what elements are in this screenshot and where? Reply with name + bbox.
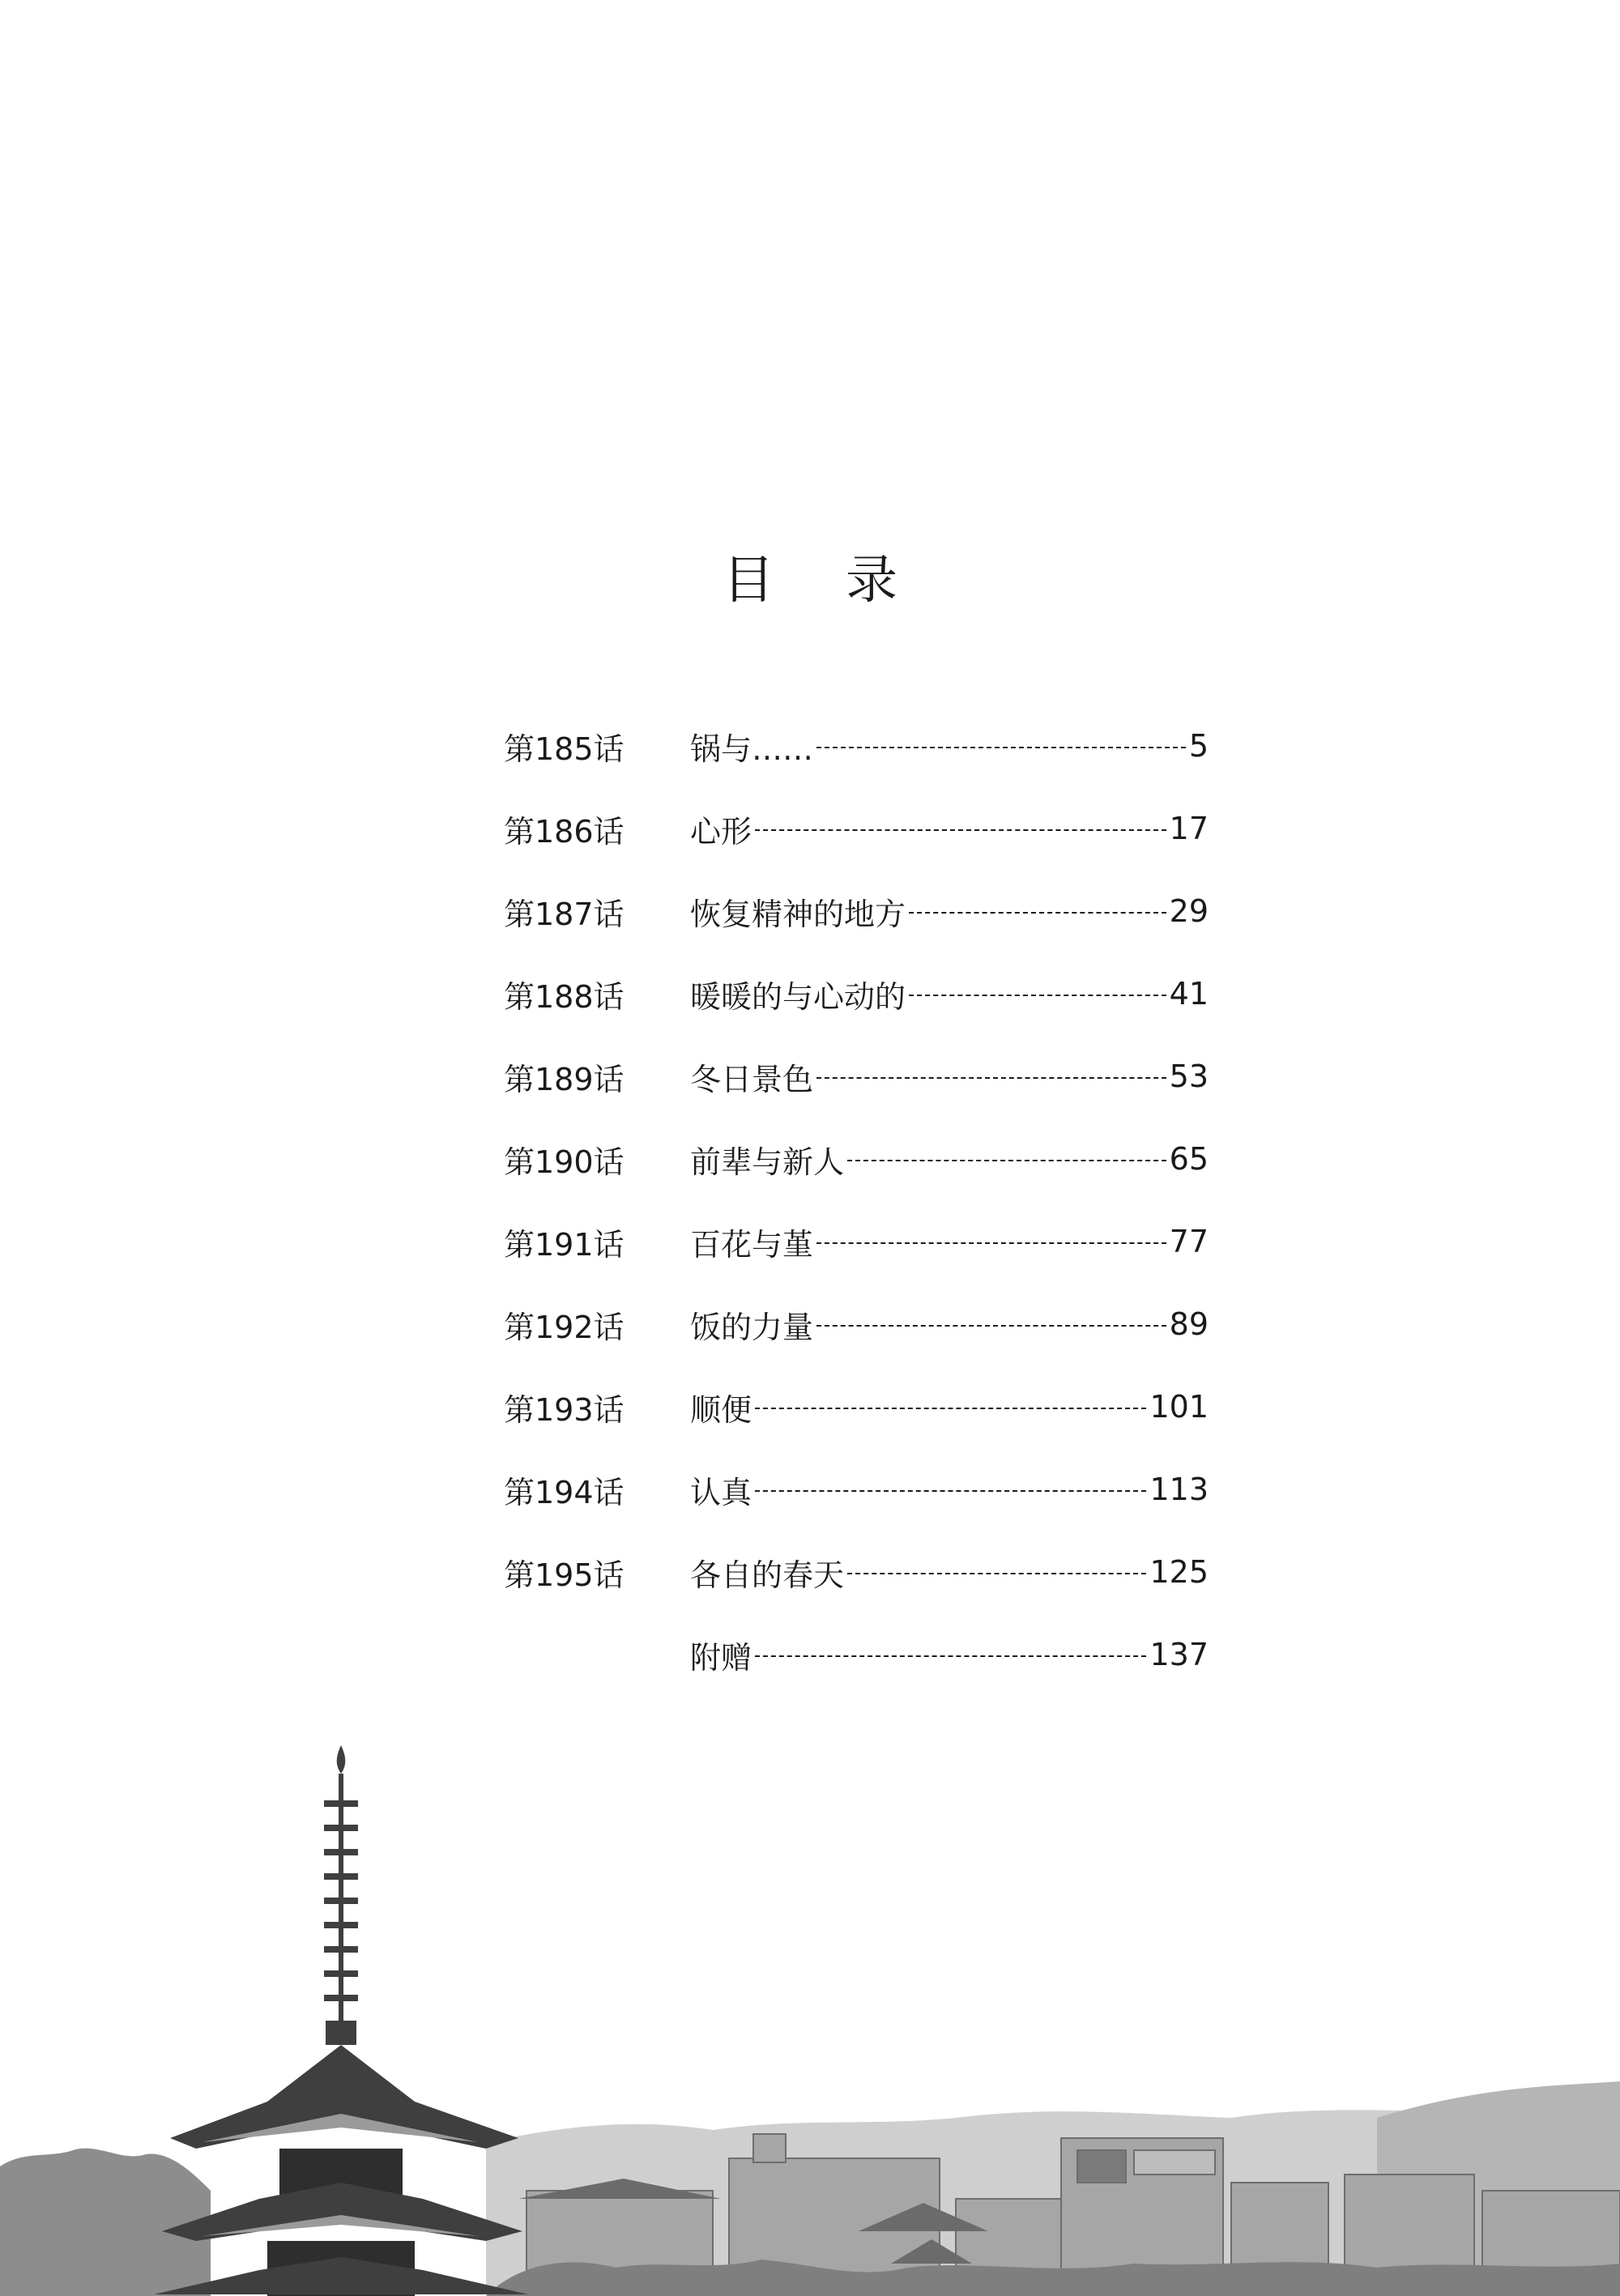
toc-page-number: 29 — [1169, 893, 1209, 929]
toc-leader — [816, 747, 1186, 748]
toc-row[interactable] — [504, 1118, 1233, 1200]
toc-title-right: 录 — [846, 551, 897, 611]
toc-chapter-number: 第191话 — [504, 1226, 625, 1263]
toc-row[interactable] — [504, 1531, 1233, 1613]
toc-chapter-title: 恢复精神的地方 — [690, 896, 906, 932]
toc-row[interactable] — [504, 1365, 1233, 1448]
toc-leader — [755, 1490, 1146, 1492]
toc-row[interactable] — [504, 1200, 1233, 1283]
toc-chapter-title: 锅与…… — [690, 731, 814, 767]
toc-row[interactable] — [504, 787, 1233, 870]
toc-chapter-number: 第187话 — [504, 896, 625, 932]
pagoda-townscape-illustration — [0, 1664, 1620, 2296]
toc-chapter-title: 认真 — [690, 1474, 752, 1510]
toc-leader — [847, 1573, 1146, 1574]
toc-chapter-title: 暖暖的与心动的 — [690, 978, 906, 1015]
trees-left — [0, 2149, 211, 2296]
toc-row[interactable] — [504, 870, 1233, 952]
toc-leader — [755, 1408, 1146, 1409]
toc-leader — [755, 829, 1166, 831]
toc-chapter-title: 百花与堇 — [690, 1226, 814, 1263]
toc-chapter-number: 第192话 — [504, 1309, 625, 1345]
toc-page-number: 65 — [1169, 1141, 1209, 1177]
toc-chapter-number: 第189话 — [504, 1061, 625, 1097]
toc-chapter-title: 饭的力量 — [690, 1309, 814, 1345]
toc-page-number: 113 — [1149, 1472, 1209, 1507]
toc-leader — [909, 995, 1166, 996]
toc-chapter-title: 前辈与新人 — [690, 1144, 845, 1180]
toc-row[interactable] — [504, 1448, 1233, 1531]
toc-page-number: 77 — [1169, 1224, 1209, 1259]
toc-row[interactable] — [504, 705, 1233, 787]
toc-chapter-number: 第185话 — [504, 731, 625, 767]
toc-chapter-title: 冬日景色 — [690, 1061, 814, 1097]
toc-leader — [847, 1160, 1166, 1161]
toc-leader — [755, 1655, 1146, 1657]
toc-leader — [816, 1325, 1166, 1327]
toc-chapter-number: 第194话 — [504, 1474, 625, 1510]
toc-title-left: 目 — [723, 551, 774, 611]
toc-chapter-title: 顺便 — [690, 1391, 752, 1428]
toc-chapter-title: 各自的春天 — [690, 1557, 845, 1593]
toc-leader — [816, 1077, 1166, 1079]
toc-chapter-number: 第195话 — [504, 1557, 625, 1593]
toc-chapter-number: 第186话 — [504, 813, 625, 850]
toc-chapter-number: 第190话 — [504, 1144, 625, 1180]
toc-page-number: 41 — [1169, 976, 1209, 1012]
toc-chapter-number: 第188话 — [504, 978, 625, 1015]
toc-page-number: 17 — [1169, 811, 1209, 846]
toc-row[interactable] — [504, 1035, 1233, 1118]
toc-page-number: 5 — [1188, 728, 1209, 764]
toc-chapter-number: 第193话 — [504, 1391, 625, 1428]
toc-chapter-title: 附赠 — [690, 1639, 752, 1676]
toc-page-number: 125 — [1149, 1554, 1209, 1590]
toc-leader — [816, 1242, 1166, 1244]
toc-title — [0, 539, 1620, 613]
toc-page-number: 137 — [1149, 1637, 1209, 1672]
toc-row[interactable] — [504, 1283, 1233, 1365]
toc-list — [504, 705, 1233, 1696]
toc-chapter-title: 心形 — [690, 813, 752, 850]
toc-leader — [909, 912, 1166, 914]
toc-row[interactable] — [504, 952, 1233, 1035]
toc-page-number: 89 — [1169, 1306, 1209, 1342]
toc-page-number: 101 — [1149, 1389, 1209, 1425]
toc-page-number: 53 — [1169, 1059, 1209, 1094]
